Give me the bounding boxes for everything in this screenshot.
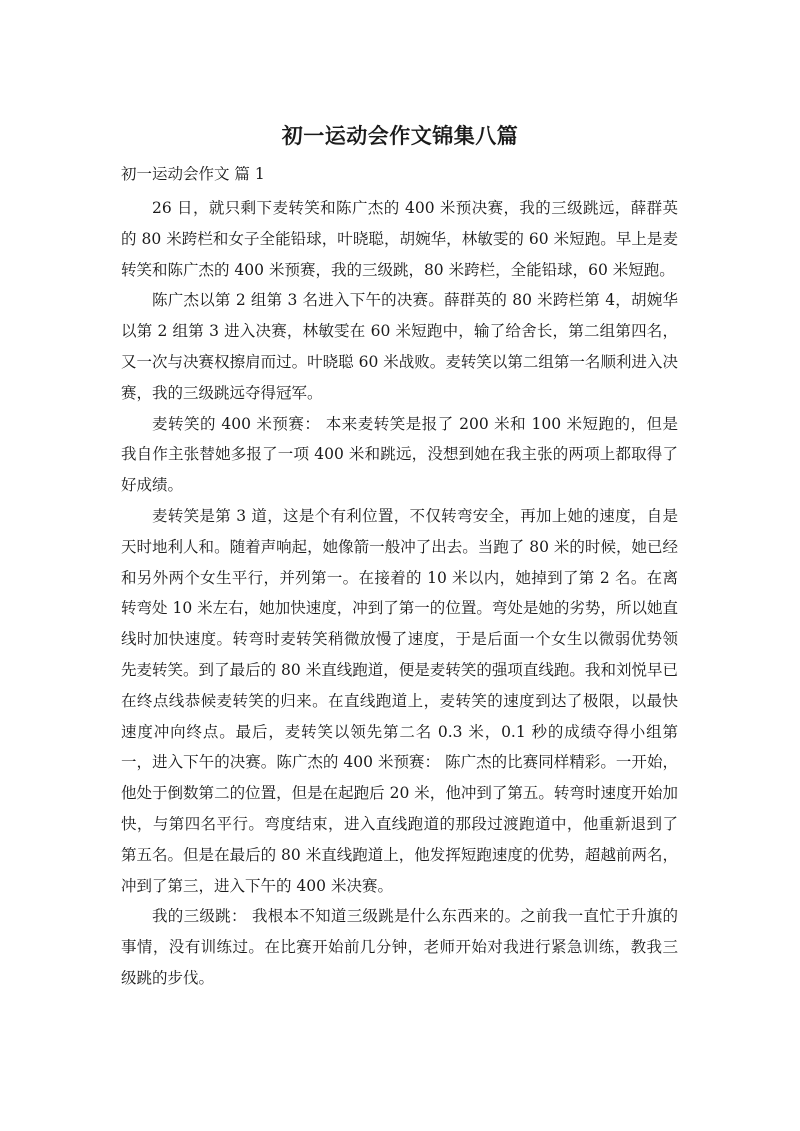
document-title: 初一运动会作文锦集八篇 bbox=[281, 124, 519, 148]
paragraph-3: 麦转笑的 400 米预赛： 本来麦转笑是报了 200 米和 100 米短跑的，但是我自作主张替她多报了一项 400 米和跳远，没想到她在我主张的两项上都取得了好成绩。 bbox=[121, 414, 678, 495]
paragraph-4: 麦转笑是第 3 道，这是个有利位置，不仅转弯安全，再加上她的速度，自是天时地利人和。随着声响起，她像箭一般冲了出去。当跑了 80 米的时候，她已经和另外两个女生平行，并列第一。在接着的 10 米以内，她掉到了第 2 名。在离转弯处 10 米左右，她加快速度，冲到了第一的位置。弯处是她的劣势，所以她直线时加快速度。转弯时麦转笑稍微放慢了速度，于是后面一个女生以微弱优势领先麦转笑。到了最后的 80 米直线跑道，便是麦转笑的强项直线跑。我和刘悦早已在终点线恭候麦转笑的归来。在直线跑道上，麦转笑的速度到达了极限，以最快速度冲向终点。最后，麦转笑以领先第二名 0.3 米，0.1 秒的成绩夺得小组第一，进入下午的决赛。陈广杰的 400 米预赛： 陈广杰的比赛同样精彩。一开始，他处于倒数第二的位置，但是在起跑后 20 米，他冲到了第五。转弯时速度开始加快，与第四名平行。弯度结束，进入直线跑道的那段过渡跑道中，他重新退到了第五名。但是在最后的 80 米直线跑道上，他发挥短跑速度的优势，超越前两名，冲到了第三，进入下午的 400 米决赛。 bbox=[121, 506, 678, 895]
paragraph-1: 26 日，就只剩下麦转笑和陈广杰的 400 米预决赛，我的三级跳远，薛群英的 80 米跨栏和女子全能铅球，叶晓聪，胡婉华，林敏雯的 60 米短跑。早上是麦转笑和陈广杰的 400 米预赛，我的三级跳，80 米跨栏，全能铅球，60 米短跑。 bbox=[121, 199, 678, 279]
paragraph-5: 我的三级跳： 我根本不知道三级跳是什么东西来的。之前我一直忙于升旗的事情，没有训练过。在比赛开始前几分钟，老师开始对我进行紧急训练，教我三级跳的步伐。 bbox=[121, 907, 678, 987]
document-body bbox=[121, 193, 678, 994]
paragraph-2: 陈广杰以第 2 组第 3 名进入下午的决赛。薛群英的 80 米跨栏第 4，胡婉华以第 2 组第 3 进入决赛，林敏雯在 60 米短跑中，输了给舍长，第二组第四名，又一次与决赛权擦肩而过。叶晓聪 60 米战败。麦转笑以第二组第一名顺利进入决赛，我的三级跳远夺得冠军。 bbox=[121, 291, 678, 402]
section-heading: 初一运动会作文 篇 1 bbox=[121, 165, 265, 183]
